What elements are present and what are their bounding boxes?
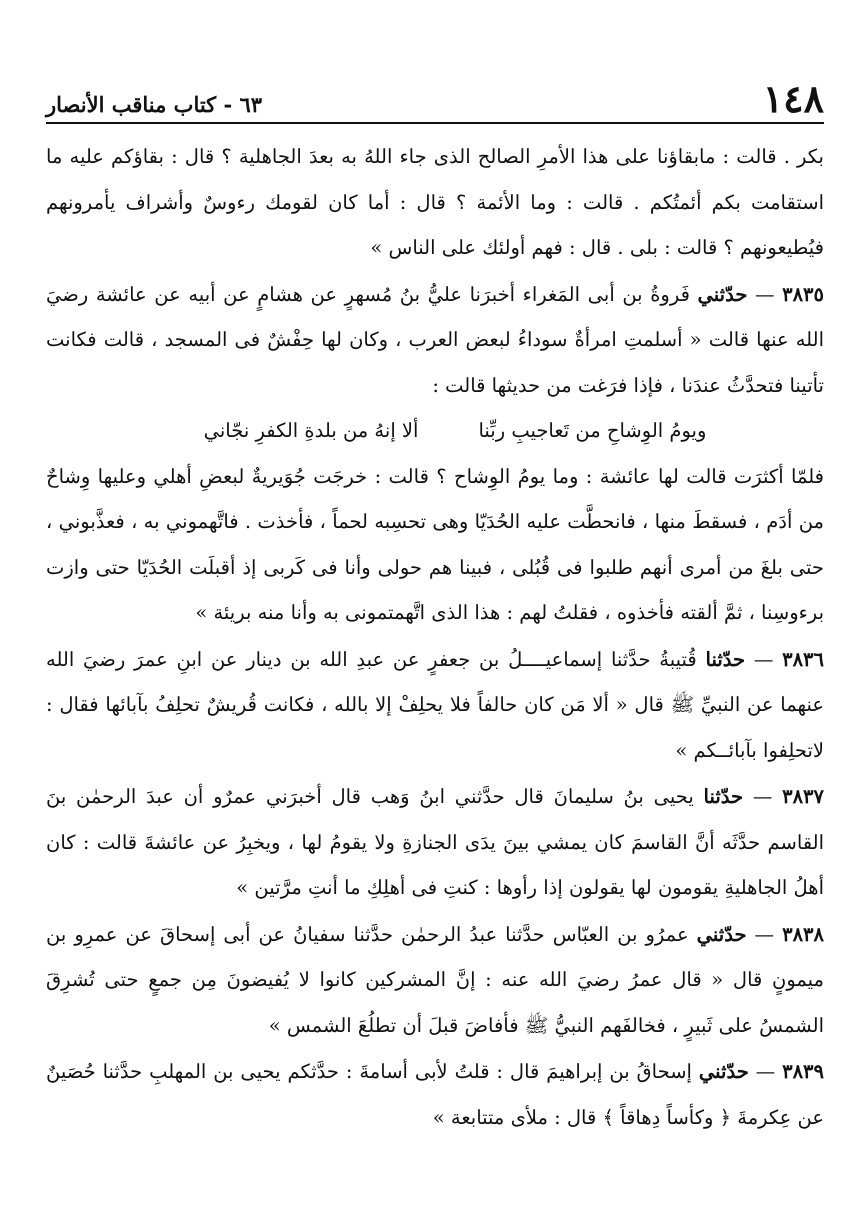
hadith-number: ٣٨٣٩ xyxy=(782,1060,824,1083)
poem-verse xyxy=(46,408,824,454)
book-title: ٦٣ - كتاب مناقب الأنصار xyxy=(46,92,263,117)
page-header xyxy=(46,78,824,124)
paragraph-text: قُتيبةُ حدَّثنا إسماعيــــلُ بن جعفرٍ عن عبدِ الله بن دينار عن ابنِ عمرَ رضيَ الله عنهما عن النبيِّ ﷺ قال « ألا مَن كان حالفاً فلا يحلِفْ إلا بالله ، فكانت قُريشٌ تحلِفُ بآبائها فقال : لاتحلِفوا بآبائــكم » xyxy=(46,647,824,762)
narration-opener: حدّثني xyxy=(697,282,748,306)
dash-separator: — xyxy=(745,647,774,671)
hadith-number: ٣٨٣٥ xyxy=(782,282,825,306)
page-number: ١٤٨ xyxy=(762,76,824,121)
dash-separator: — xyxy=(743,785,773,808)
narration-opener: حدّثنا xyxy=(705,647,746,671)
dash-separator: — xyxy=(748,1060,776,1083)
hadith-3836 xyxy=(46,637,824,774)
paragraph-text: عمرُو بن العبّاس حدَّثنا عبدُ الرحمٰن حدَّثنا سفيانُ عن أبى إسحاقَ عن عمرِو بن ميمونٍ قال « قال عمرُ رضيَ الله عنه : إنَّ المشركين كانوا لا يُفيضونَ مِن جمعٍ حتى تُشرِقَ الشمسُ على ثَبيرٍ ، فخالفَهم النبيُّ ﷺ فأفاضَ قبلَ أن تطلُعَ الشمس » xyxy=(46,922,824,1037)
dash-separator: — xyxy=(747,282,775,306)
hadith-3839 xyxy=(46,1049,824,1140)
verse-second-half: ألا إنهُ من بلدةِ الكفرِ نجّاني xyxy=(203,419,419,442)
paragraph-text: بكر . قالت : مابقاؤنا على هذا الأمرِ الصالح الذى جاء اللهُ به بعدَ الجاهلية ؟ قال : بقاؤكم عليه ما استقامت بكم أئمتُكم . قالت : وما الأئمة ؟ قال : أما كان لقومك رءوسٌ وأشراف يأمرونهم فيُطيعونهم ؟ قالت : بلى . قال : فهم أولئك على الناس » xyxy=(46,145,824,259)
paragraph-text: فَروةُ بن أبى المَغراء أخبرَنا عليُّ بنُ مُسهرٍ عن هشامٍ عن أبيه عن عائشة رضيَ الله عنها قالت « أسلمتِ امرأةٌ سوداءُ لبعض العرب ، وكان لها حِفْشٌ فى المسجد ، قالت فكانت تأتينا فتحدَّثُ عندَنا ، فإذا فرَغت من حديثها قالت : xyxy=(46,282,824,397)
narration-opener: حدّثني xyxy=(698,1060,749,1083)
paragraph-text: يحيى بنُ سليمانَ قال حدَّثني ابنُ وَهب قال أخبرَني عمرٌو أن عبدَ الرحمٰن بنَ القاسم حدَّثَه أنَّ القاسمَ كان يمشي بينَ يدَى الجنازةِ ولا يقومُ لها ، ويخبِرُ عن عائشةَ قالت : كان أهلُ الجاهليةِ يقومون لها يقولون إذا رأوها : كنتِ فى أهلِكِ ما أنتِ مرَّتين » xyxy=(46,785,824,899)
narration-opener: حدّثنا xyxy=(703,785,744,808)
paragraph-story xyxy=(46,454,824,636)
paragraph-continuation xyxy=(46,134,824,271)
verse-first-half: ويومُ الوِشاحِ من تَعاجيبِ ربِّنا xyxy=(478,419,707,442)
hadith-number: ٣٨٣٦ xyxy=(782,647,825,671)
hadith-3837 xyxy=(46,774,824,911)
page-body xyxy=(46,134,824,1140)
hadith-number: ٣٨٣٧ xyxy=(782,785,824,808)
paragraph-text: فلمّا أكثرَت قالت لها عائشة : وما يومُ الوِشاح ؟ قالت : خرجَت جُوَيريةٌ لبعضِ أهلي وعليها وِشاحٌ من أدَم ، فسقطَ منها ، فانحطَّت عليه الحُدَيّا وهى تحسِبه لحماً ، فأخذت . فاتَّهموني به ، فعذَّبوني ، حتى بلغَ من أمرى أنهم طلبوا فى قُبُلى ، فبينا هم حولى وأنا فى كَربى إذ أقبلَت الحُدَيّا حتى وازت برءوسِنا ، ثمَّ ألقته فأخذوه ، فقلتُ لهم : هذا الذى اتَّهمتمونى به وأنا منه بريئة » xyxy=(46,464,824,624)
hadith-number: ٣٨٣٨ xyxy=(782,922,825,946)
dash-separator: — xyxy=(746,922,775,946)
hadith-3838 xyxy=(46,912,824,1049)
paragraph-text: إسحاقُ بن إبراهيمَ قال : قلتُ لأبى أسامةَ : حدَّثكم يحيى بن المهلبِ حدَّثنا حُصَينٌ عن عِكرمةَ ﴿ وكأساً دِهاقاً ﴾ قال : ملأى متتابعة » xyxy=(46,1060,824,1129)
narration-opener: حدّثني xyxy=(696,922,747,946)
hadith-3835 xyxy=(46,272,824,409)
